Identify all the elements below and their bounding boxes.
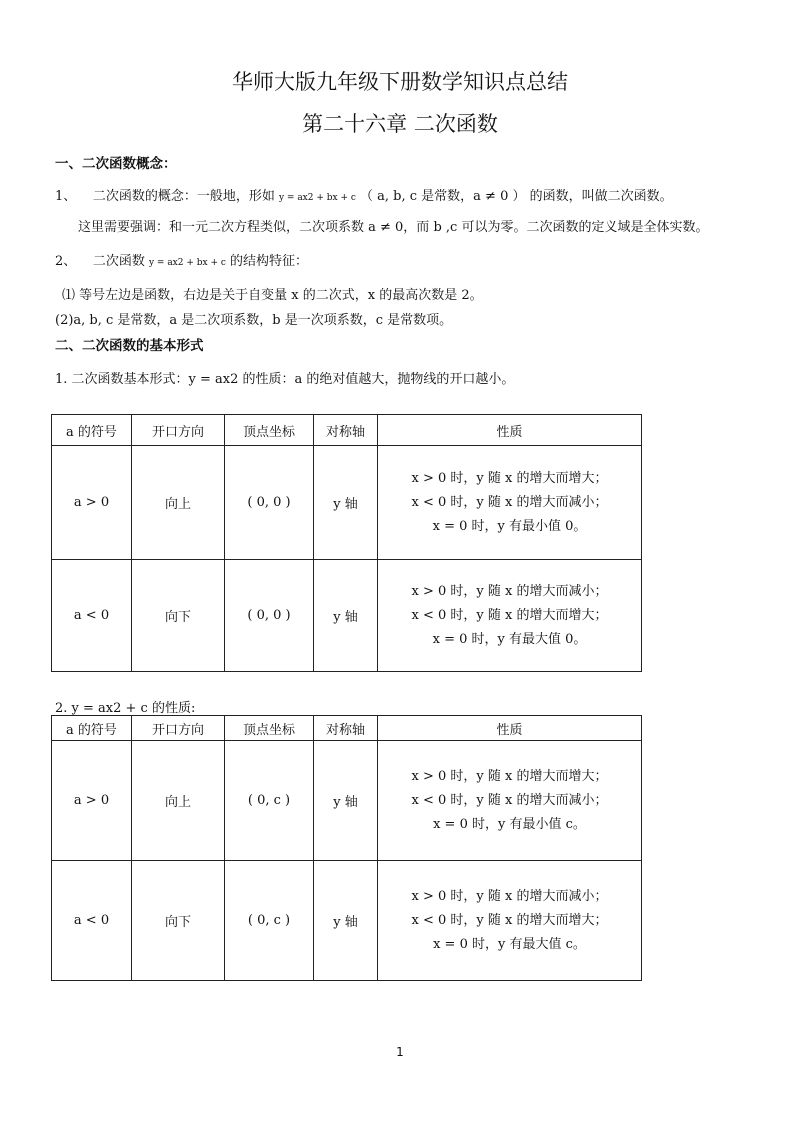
- item1-line: [55, 185, 673, 204]
- item2-line: [55, 250, 308, 269]
- properties-table-2: [51, 715, 642, 981]
- cell-direction: 向下: [132, 560, 225, 672]
- prop-line: x > 0 时，y 随 x 的增大而增大；: [411, 768, 608, 784]
- table-row: [52, 741, 642, 861]
- cell-sign: a < 0: [52, 560, 132, 672]
- cell-vertex: ( 0, 0 ): [225, 446, 314, 560]
- form1-line: 1. 二次函数基本形式：y = ax2 的性质：a 的绝对值越大，抛物线的开口越小。: [55, 372, 515, 387]
- feature-1: ⑴ 等号左边是函数，右边是关于自变量 x 的二次式，x 的最高次数是 2。: [62, 288, 483, 303]
- prop-line: x < 0 时，y 随 x 的增大而减小；: [411, 792, 608, 808]
- prop-line: x < 0 时，y 随 x 的增大而减小；: [411, 494, 608, 510]
- section1-heading: 一、二次函数概念：: [55, 156, 177, 172]
- cell-vertex: ( 0, 0 ): [225, 560, 314, 672]
- header-direction: 开口方向: [132, 716, 225, 741]
- item1-text-b: 的函数，叫做二次函数。: [529, 189, 673, 204]
- header-direction: 开口方向: [132, 415, 225, 446]
- cell-direction: 向下: [132, 861, 225, 981]
- chapter-title: 第二十六章 二次函数: [302, 112, 498, 136]
- prop-line: x = 0 时，y 有最大值 0。: [432, 631, 587, 647]
- header-axis: 对称轴: [314, 415, 378, 446]
- header-props: 性质: [378, 716, 642, 741]
- prop-line: x > 0 时，y 随 x 的增大而减小；: [411, 888, 608, 904]
- item1-number: 1、: [55, 189, 77, 204]
- prop-line: x = 0 时，y 有最小值 0。: [432, 518, 587, 534]
- table-header-row: [52, 716, 642, 741]
- cell-axis: y 轴: [314, 446, 378, 560]
- table-row: [52, 560, 642, 672]
- cell-props: [378, 861, 642, 981]
- item2-formula: y = ax2 + bx + c: [148, 258, 226, 268]
- prop-line: x > 0 时，y 随 x 的增大而增大；: [411, 470, 608, 486]
- form2-line: 2. y = ax2 + c 的性质:: [55, 701, 196, 716]
- cell-axis: y 轴: [314, 560, 378, 672]
- item2-text-a: 二次函数: [92, 254, 145, 269]
- note-line: 这里需要强调：和一元二次方程类似，二次项系数 a ≠ 0，而 b ,c 可以为零。二次函数的定义域是全体实数。: [78, 220, 709, 235]
- table-row: [52, 861, 642, 981]
- document-title: 华师大版九年级下册数学知识点总结: [232, 70, 568, 94]
- table-row: [52, 446, 642, 560]
- header-sign: a 的符号: [52, 415, 132, 446]
- cell-props: [378, 741, 642, 861]
- cell-direction: 向上: [132, 741, 225, 861]
- prop-line: x > 0 时，y 随 x 的增大而减小；: [411, 583, 608, 599]
- prop-line: x = 0 时，y 有最大值 c。: [433, 936, 586, 952]
- item1-formula: y = ax2 + bx + c: [278, 193, 356, 203]
- cell-sign: a > 0: [52, 446, 132, 560]
- header-axis: 对称轴: [314, 716, 378, 741]
- cell-props: [378, 560, 642, 672]
- cell-axis: y 轴: [314, 861, 378, 981]
- cell-vertex: ( 0, c ): [225, 741, 314, 861]
- header-props: 性质: [378, 415, 642, 446]
- table-header-row: [52, 415, 642, 446]
- prop-line: x = 0 时，y 有最小值 c。: [433, 816, 586, 832]
- header-vertex: 顶点坐标: [225, 716, 314, 741]
- header-vertex: 顶点坐标: [225, 415, 314, 446]
- properties-table-1: [51, 414, 642, 672]
- page-number: 1: [396, 1045, 404, 1059]
- item1-paren: （ a, b, c 是常数，a ≠ 0 ）: [360, 189, 526, 204]
- cell-sign: a > 0: [52, 741, 132, 861]
- cell-props: [378, 446, 642, 560]
- header-sign: a 的符号: [52, 716, 132, 741]
- prop-line: x < 0 时，y 随 x 的增大而增大；: [411, 607, 608, 623]
- prop-line: x < 0 时，y 随 x 的增大而增大；: [411, 912, 608, 928]
- cell-axis: y 轴: [314, 741, 378, 861]
- section2-heading: 二、二次函数的基本形式: [55, 338, 204, 354]
- item2-number: 2、: [55, 254, 77, 269]
- item2-text-b: 的结构特征：: [230, 254, 309, 269]
- cell-sign: a < 0: [52, 861, 132, 981]
- feature-2: (2)a, b, c 是常数，a 是二次项系数，b 是一次项系数，c 是常数项。: [55, 313, 453, 328]
- cell-vertex: ( 0, c ): [225, 861, 314, 981]
- item1-text-a: 二次函数的概念：一般地，形如: [92, 189, 275, 204]
- cell-direction: 向上: [132, 446, 225, 560]
